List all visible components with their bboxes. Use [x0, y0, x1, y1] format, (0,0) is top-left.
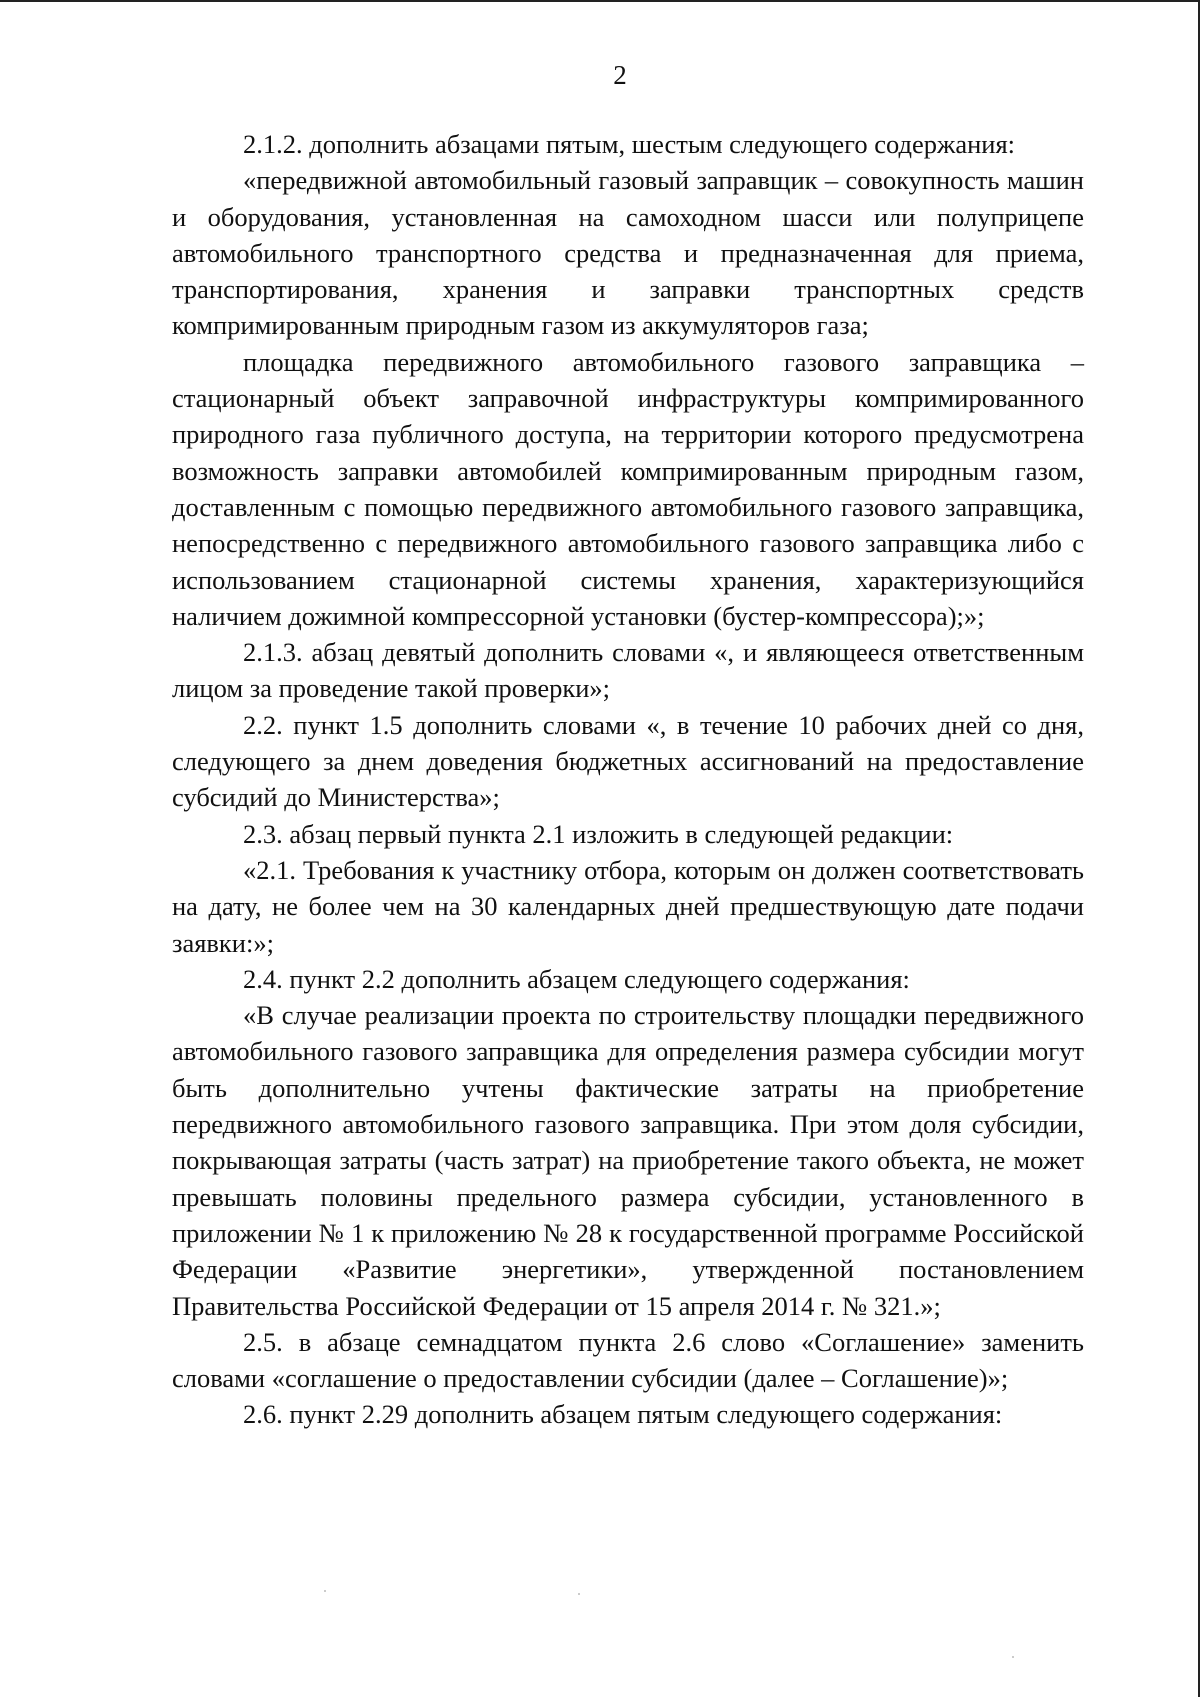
scan-speck [1012, 1656, 1014, 1658]
paragraph-2-1-3: 2.1.3. абзац девятый дополнить словами «, и являющееся ответственным лицом за проведение такой проверки»; [172, 637, 1084, 704]
scan-speck [324, 1590, 326, 1592]
paragraph-definition-mobile-gas-tanker: «передвижной автомобильный газовый заправщик – совокупность машин и оборудования, установленная на самоходном шасси или полуприцепе автомобильного транспортного средства и предназначенная для приема, транспортирования, хранения и заправки транспортных средств компримированным природным газом из аккумуляторов газа; [172, 165, 1084, 341]
paragraph-2-2: 2.2. пункт 1.5 дополнить словами «, в течение 10 рабочих дней со дня, следующего за днем доведения бюджетных ассигнований на предоставление субсидий до Министерства»; [172, 709, 1084, 813]
paragraph-2-5: 2.5. в абзаце семнадцатом пункта 2.6 слово «Соглашение» заменить словами «соглашение о предоставлении субсидии (далее – Соглашение)»; [172, 1326, 1084, 1394]
page-number: 2 [613, 60, 627, 90]
paragraph-2-3: 2.3. абзац первый пункта 2.1 изложить в следующей редакции: [243, 818, 954, 849]
paragraph-2-4: 2.4. пункт 2.2 дополнить абзацем следующего содержания: [243, 963, 910, 994]
paragraph-2-1-2: 2.1.2. дополнить абзацами пятым, шестым следующего содержания: [243, 129, 1015, 159]
scan-speck [578, 1593, 580, 1595]
paragraph-subsidy-costs: «В случае реализации проекта по строительству площадки передвижного автомобильного газового заправщика для определения размера субсидии могут быть дополнительно учтены фактические затраты на приобретение передвижного автомобильного газового заправщика. При этом доля субсидии, покрывающая затраты (часть затрат) на приобретение такого объекта, не может превышать половины предельного размера субсидии, установленного в приложении № 1 к приложению № 28 к государственной программе Российской Федерации «Развитие энергетики», утвержденной постановлением Правительства Российской Федерации от 15 апреля 2014 г. № 321.»; [172, 1000, 1084, 1321]
paragraph-2-1-requirements: «2.1. Требования к участнику отбора, которым он должен соответствовать на дату, не более чем на 30 календарных дней предшествующую дате подачи заявки:»; [172, 854, 1084, 958]
document-body [172, 126, 1084, 1433]
paragraph-definition-tanker-site: площадка передвижного автомобильного газового заправщика – стационарный объект заправочной инфраструктуры компримированного природного газа публичного доступа, на территории которого предусмотрена возможность заправки автомобилей компримированным природным газом, доставленным с помощью передвижного автомобильного газового заправщика, непосредственно с передвижного автомобильного газового заправщика либо с использованием стационарной системы хранения, характеризующийся наличием дожимной компрессорной установки (бустер-компрессора);»; [172, 346, 1084, 631]
paragraph-2-6: 2.6. пункт 2.29 дополнить абзацем пятым следующего содержания: [243, 1399, 1003, 1430]
